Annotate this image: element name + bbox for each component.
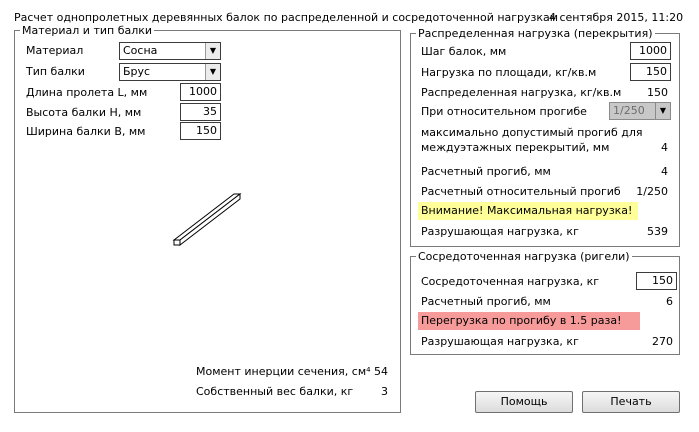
overload-warning: Перегрузка по прогибу в 1.5 раза!: [418, 312, 640, 330]
area-load-label: Нагрузка по площади, кг/кв.м: [421, 66, 597, 79]
max-load-warning: Внимание! Максимальная нагрузка!: [418, 202, 638, 220]
beam-step-label: Шаг балок, мм: [421, 45, 507, 58]
material-select-value: Сосна: [123, 44, 158, 57]
distributed-load-label: Распределенная нагрузка, кг/кв.м: [421, 86, 622, 99]
beam-illustration: [168, 188, 248, 252]
calc-deflection-value: 4: [661, 165, 668, 178]
beam-weight-value: 3: [381, 385, 388, 398]
concentrated-break-load-value: 270: [652, 335, 673, 348]
material-label: Материал: [26, 44, 84, 57]
concentrated-load-legend: Сосредоточенная нагрузка (ригели): [418, 250, 630, 263]
area-load-input[interactable]: 150: [630, 63, 671, 81]
distributed-load-value: 150: [647, 86, 668, 99]
calc-relative-deflection-value: 1/250: [636, 185, 668, 198]
beam-type-select-value: Брус: [123, 65, 151, 78]
datetime-label: 4 сентября 2015, 11:20: [549, 11, 684, 24]
span-length-input[interactable]: 1000: [180, 83, 221, 101]
relative-deflection-select[interactable]: [609, 102, 671, 120]
beam-width-label: Ширина балки B, мм: [26, 125, 146, 138]
max-deflection-label-line2: междуэтажных перекрытий, мм: [421, 141, 610, 154]
concentrated-load-label: Сосредоточенная нагрузка, кг: [421, 275, 600, 288]
concentrated-deflection-label: Расчетный прогиб, мм: [421, 295, 551, 308]
concentrated-load-input[interactable]: 150: [636, 272, 677, 290]
chevron-down-icon[interactable]: ▼: [205, 64, 220, 80]
max-deflection-value: 4: [661, 141, 668, 154]
inertia-value: 54: [374, 365, 388, 378]
beam-type-select[interactable]: [119, 63, 221, 81]
help-button[interactable]: Помощь: [475, 391, 573, 413]
chevron-down-icon[interactable]: ▼: [205, 43, 220, 59]
chevron-down-icon[interactable]: ▼: [655, 103, 670, 119]
beam-height-input[interactable]: 35: [180, 103, 221, 121]
relative-deflection-label: При относительном прогибе: [421, 105, 587, 118]
beam-weight-label: Собственный вес балки, кг: [196, 385, 354, 398]
distributed-load-legend: Распределенная нагрузка (перекрытия): [418, 27, 653, 40]
inertia-label: Момент инерции сечения, см⁴: [196, 365, 371, 378]
relative-deflection-select-value: 1/250: [613, 104, 645, 117]
material-select[interactable]: [119, 42, 221, 60]
calc-deflection-label: Расчетный прогиб, мм: [421, 165, 551, 178]
calc-relative-deflection-label: Расчетный относительный прогиб: [421, 185, 621, 198]
distributed-break-load-value: 539: [647, 225, 668, 238]
max-deflection-label-line1: максимально допустимый прогиб для: [421, 126, 643, 139]
span-length-label: Длина пролета L, мм: [26, 86, 148, 99]
beam-type-label: Тип балки: [26, 65, 85, 78]
print-button[interactable]: Печать: [582, 391, 680, 413]
concentrated-break-load-label: Разрушающая нагрузка, кг: [421, 335, 579, 348]
beam-width-input[interactable]: 150: [180, 122, 221, 140]
concentrated-deflection-value: 6: [666, 295, 673, 308]
distributed-break-load-label: Разрушающая нагрузка, кг: [421, 225, 579, 238]
beam-height-label: Высота балки H, мм: [26, 106, 142, 119]
material-group-legend: Материал и тип балки: [22, 24, 153, 37]
beam-step-input[interactable]: 1000: [630, 42, 671, 60]
window-title: Расчет однопролетных деревянных балок по распределенной и сосредоточенной нагрузкам: [14, 11, 559, 24]
